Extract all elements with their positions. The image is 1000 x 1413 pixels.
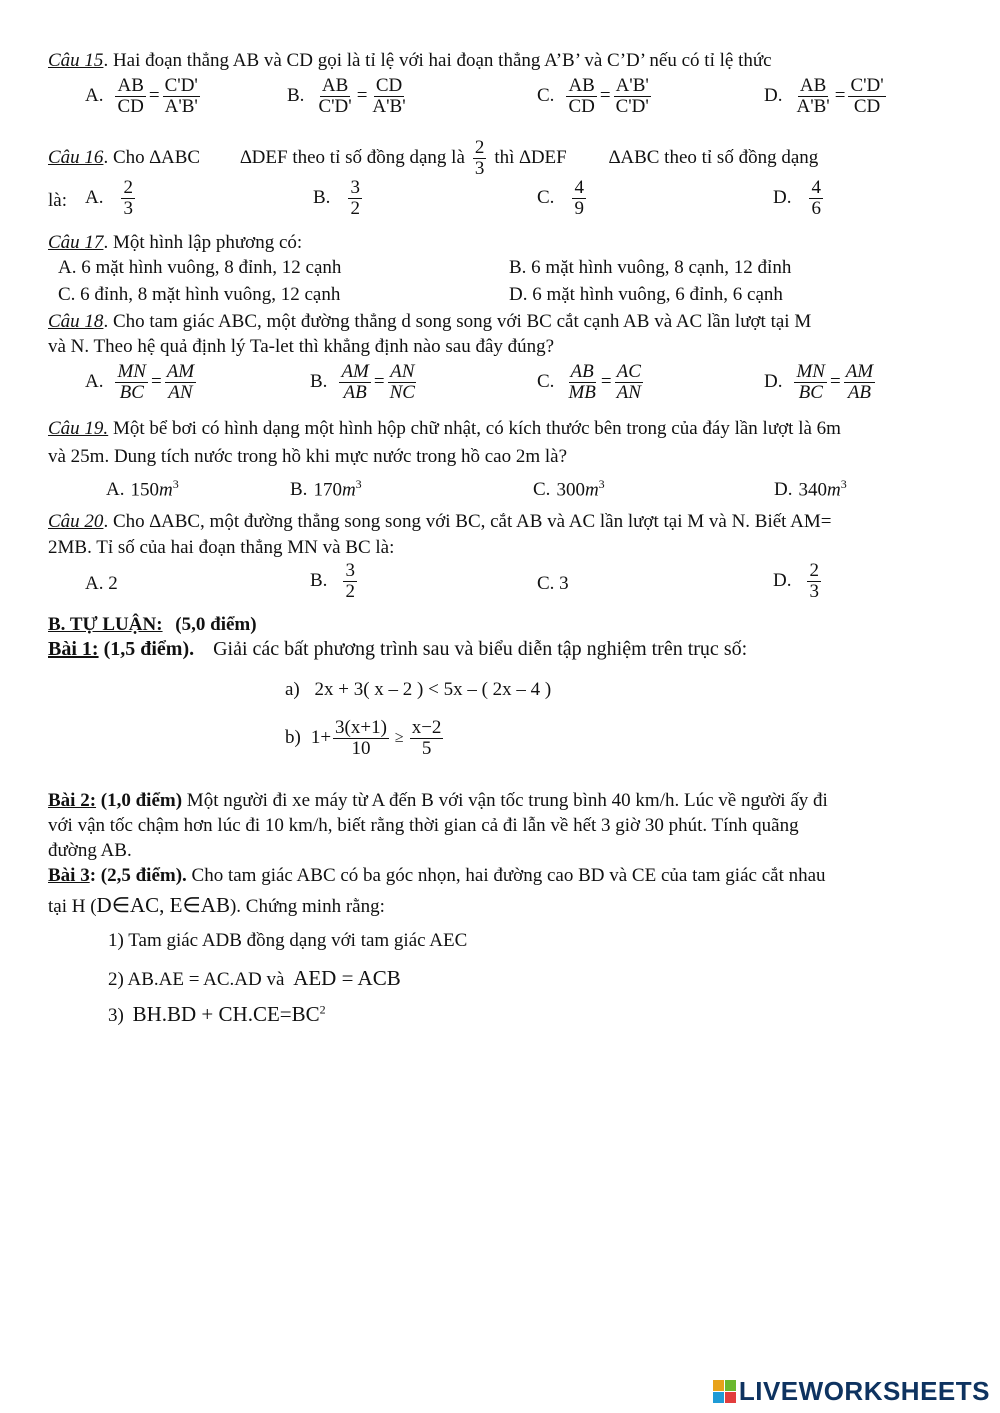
q17-text: . Một hình lập phương có: [103,232,303,253]
frac-den: CD [568,95,595,117]
option-letter: D. [764,371,783,393]
bai1-text: Giải các bất phương trình sau và biểu diễn tập nghiệm trên trục số: [213,638,748,660]
q16-ratio [473,138,487,179]
option-value: 300 [556,479,585,501]
q18-line2: và N. Theo hệ quả định lý Ta-let thì khẳng định nào sau đây đúng? [48,336,555,357]
frac-den: MB [568,381,596,403]
q16-ratio-den: 3 [474,157,485,179]
frac-den: A'B' [164,95,198,117]
frac-num: AB [321,75,349,96]
fraction [614,76,651,117]
q19-line1 [48,418,841,440]
fraction [844,362,875,403]
q19-option-c[interactable] [533,477,605,501]
option-value: 150 [130,479,159,501]
q16-la: là: [48,190,67,211]
option-exponent: 3 [172,477,179,491]
equals-sign: = [829,371,841,393]
bai2-label: Bài 2: [48,790,97,811]
frac-den: C'D' [615,95,649,117]
frac-num: AB [570,361,594,382]
option-letter: A. [85,371,104,393]
fraction [615,362,643,403]
q15-label: Câu 15 [48,50,104,71]
bai2-line2: với vận tốc chậm hơn lúc đi 10 km/h, biết rằng thời gian cả đi lẫn về hết 3 giờ 30 phút. Tính quãng [48,815,799,836]
option-letter: D. [773,187,792,209]
q16-part1: . Cho ∆ABC [103,147,201,169]
fraction [566,362,597,403]
frac-den: NC [389,381,415,403]
option-letter: A. [85,85,104,107]
fraction [572,178,586,219]
option-unit: m [158,479,173,501]
frac-num: AC [616,361,641,382]
bai3-line2-end: ). Chứng minh rằng: [229,896,385,917]
frac-den: 2 [345,580,355,602]
bai3-item1: 1) Tam giác ADB đồng dạng với tam giác AEC [108,930,468,951]
q16-option-a[interactable] [85,178,137,219]
bai3-item3-number: 3) [108,1005,124,1026]
frac-den: 6 [811,197,821,219]
fraction [163,76,200,117]
q17-label: Câu 17 [48,232,104,253]
q20-option-d-fraction [807,561,821,602]
frac-num: AM [341,361,369,382]
option-letter: B. [290,479,308,501]
q19-option-b[interactable] [290,477,362,501]
q18-line1 [48,311,811,333]
bai1-a-label: a) [285,679,300,700]
frac-den: 5 [421,737,432,759]
frac-num: AM [845,361,874,382]
section-b-points: (5,0 điểm) [175,614,257,635]
option-value: 340 [798,479,827,501]
q17-option-b[interactable]: B. 6 mặt hình vuông, 8 cạnh, 12 đỉnh [509,257,792,278]
q18-option-a[interactable] [85,362,198,403]
q20-option-d[interactable] [773,561,823,602]
q15-option-c[interactable] [537,76,653,117]
q15-line [48,50,772,72]
q18-text1: . Cho tam giác ABC, một đường thẳng d song song với BC cắt cạnh AB và AC lần lượt tại M [103,311,812,332]
equals-sign: = [599,85,611,107]
bai1-points: (1,5 điểm). [103,638,195,660]
frac-num: 2 [123,177,133,198]
q17-line [48,232,302,254]
q20-label: Câu 20 [48,511,104,532]
fraction [794,76,831,117]
bai3-points: : (2,5 điểm). [89,865,187,886]
frac-num: CD [375,75,403,96]
q19-line2: và 25m. Dung tích nước trong hồ khi mực nước trong hồ cao 2m là? [48,446,568,467]
frac-den: A'B' [796,95,830,117]
frac-num: 3(x+1) [335,717,387,738]
frac-num: AB [117,75,144,96]
equals-sign: = [600,371,612,393]
option-value: 170 [313,479,342,501]
bai2-line3: đường AB. [48,840,132,861]
q20-option-b-letter: B. [310,570,328,592]
q17-option-a[interactable]: A. 6 mặt hình vuông, 8 đỉnh, 12 cạnh [58,257,342,278]
frac-num: AB [568,75,595,96]
frac-den: C'D' [318,95,352,117]
fraction [115,362,148,403]
q20-option-a[interactable]: A. 2 [85,573,118,594]
frac-den: AB [847,381,872,403]
frac-den: 3 [123,197,133,219]
section-b-title: B. TỰ LUẬN: [48,614,163,635]
bai3-line2-start: tại H ( [48,896,97,917]
option-letter: B. [287,85,305,107]
q16-option-d[interactable] [773,178,825,219]
q15-option-d[interactable] [764,76,888,117]
fraction [370,76,407,117]
fraction [388,362,417,403]
option-letter: C. [537,187,555,209]
frac-den: CD [117,95,144,117]
q18-label: Câu 18 [48,311,104,332]
q16-part2: ∆DEF theo tỉ số đồng dạng là [240,147,465,169]
equals-sign: = [150,371,162,393]
bai3-line2-math: D∈AC, E∈AB [96,893,230,917]
option-exponent: 3 [840,477,847,491]
frac-num: AB [799,75,827,96]
frac-num: MN [796,361,825,382]
bai1-b-sign: ≥ [394,729,404,747]
bai3-line2 [48,893,385,918]
fraction [348,178,362,219]
bai3-line1 [48,865,826,887]
fraction [121,178,135,219]
option-letter: B. [313,187,331,209]
bai3-text1: Cho tam giác ABC có ba góc nhọn, hai đường cao BD và CE của tam giác cắt nhau [186,865,826,886]
q17-option-c[interactable]: C. 6 đỉnh, 8 mặt hình vuông, 12 cạnh [58,284,341,305]
frac-num: 4 [811,177,821,198]
q20-option-c[interactable]: C. 3 [537,573,569,594]
bai2-text1: Một người đi xe máy từ A đến B với vận tốc trung bình 40 km/h. Lúc về người ấy đi [182,790,828,811]
fraction [566,76,596,117]
fraction [794,362,827,403]
frac-num: 3 [350,177,360,198]
bai1-b-fraction-1 [333,718,389,759]
q19-option-d[interactable] [774,477,847,501]
bai3-item3-exponent: 2 [319,1002,326,1017]
fraction [339,362,370,403]
frac-num: 2 [809,560,819,581]
frac-den: 9 [574,197,584,219]
q18-option-c[interactable] [537,362,645,403]
frac-den: A'B' [372,95,406,117]
option-letter: A. [85,187,104,209]
option-letter: C. [537,85,555,107]
fraction [316,76,353,117]
q19-label: Câu 19. [48,418,109,439]
bai2-points: (1,0 điểm) [100,790,183,811]
q16-line [48,138,818,179]
q19-option-a[interactable] [106,477,179,501]
q16-part4: ∆ABC theo tỉ số đồng dạng [608,147,819,169]
frac-den: AN [168,381,193,403]
equals-sign: = [356,85,368,107]
frac-den: 10 [351,737,371,759]
frac-num: x−2 [411,717,442,738]
frac-den: BC [798,381,823,403]
option-letter: B. [310,371,328,393]
equals-sign: = [148,85,160,107]
section-b-heading [48,614,257,636]
q16-label: Câu 16 [48,147,104,169]
q20-option-b-fraction [343,561,357,602]
option-unit: m [826,479,841,501]
logo-text: LIVEWORKSHEETS [738,1376,990,1406]
frac-num: C'D' [164,75,198,96]
frac-den: AB [343,381,367,403]
bai3-label: Bài 3 [48,865,90,886]
q18-option-b[interactable] [310,362,419,403]
q17-option-d[interactable]: D. 6 mặt hình vuông, 6 đỉnh, 6 cạnh [509,284,783,305]
q16-option-c[interactable] [537,178,588,219]
bai1-label: Bài 1: [48,638,99,660]
option-letter: D. [774,479,793,501]
option-letter: D. [764,85,783,107]
bai1-a-expression: 2x + 3( x – 2 ) < 5x – ( 2x – 4 ) [314,679,552,700]
fraction [165,362,196,403]
liveworksheets-logo [713,1376,990,1407]
frac-den: 3 [809,580,819,602]
q16-option-b[interactable] [313,178,364,219]
q15-text: . Hai đoạn thẳng AB và CD gọi là tỉ lệ với hai đoạn thẳng A’B’ và C’D’ nếu có tỉ lệ thức [103,50,772,71]
frac-num: A'B' [615,75,649,96]
q16-part3: thì ∆DEF [494,147,567,169]
option-exponent: 3 [355,477,362,491]
q20-option-d-letter: D. [773,570,792,592]
frac-num: AN [390,361,415,382]
option-letter: C. [537,371,555,393]
bai1-b-label: b) [285,727,301,749]
option-letter: C. [533,479,551,501]
bai3-item3 [108,1002,326,1027]
frac-num: AM [166,361,195,382]
bai2-line1 [48,790,828,812]
q15-option-b[interactable] [287,76,410,117]
q20-line2: 2MB. Tỉ số của hai đoạn thẳng MN và BC là: [48,537,395,558]
frac-den: BC [119,381,144,403]
fraction [809,178,823,219]
equals-sign: = [373,371,385,393]
fraction [848,76,885,117]
bai1-b-left: 1+ [310,727,332,749]
frac-den: 2 [350,197,360,219]
frac-num: 4 [574,177,584,198]
bai1-b-fraction-2 [410,718,444,759]
option-letter: A. [106,479,125,501]
logo-mark-icon [713,1380,736,1403]
frac-num: MN [117,361,146,382]
q18-option-d[interactable] [764,362,877,403]
frac-num: 3 [345,560,355,581]
fraction [115,76,145,117]
q19-text1: Một bể bơi có hình dạng một hình hộp chữ nhật, có kích thước bên trong của đáy lần lượt là 6m [108,418,841,439]
q15-option-a[interactable] [85,76,202,117]
bai3-item2-text: 2) AB.AE = AC.AD và [108,969,285,990]
q20-option-b[interactable] [310,561,359,602]
option-unit: m [341,479,356,501]
frac-den: AN [616,381,641,403]
option-exponent: 3 [598,477,605,491]
bai3-item2-math: AED = ACB [293,966,401,990]
bai1-b [285,718,445,759]
frac-num: C'D' [850,75,884,96]
bai1-heading [48,638,747,661]
q16-ratio-num: 2 [474,137,485,158]
equals-sign: = [834,85,846,107]
bai3-item3-math: BH.BD + CH.CE=BC [132,1002,320,1026]
q20-line1 [48,511,832,533]
bai3-item2 [108,966,401,991]
q20-text1: . Cho ∆ABC, một đường thẳng song song với BC, cắt AB và AC lần lượt tại M và N. Biết AM= [103,511,832,532]
bai1-a [285,679,551,701]
option-unit: m [584,479,599,501]
frac-den: CD [853,95,881,117]
